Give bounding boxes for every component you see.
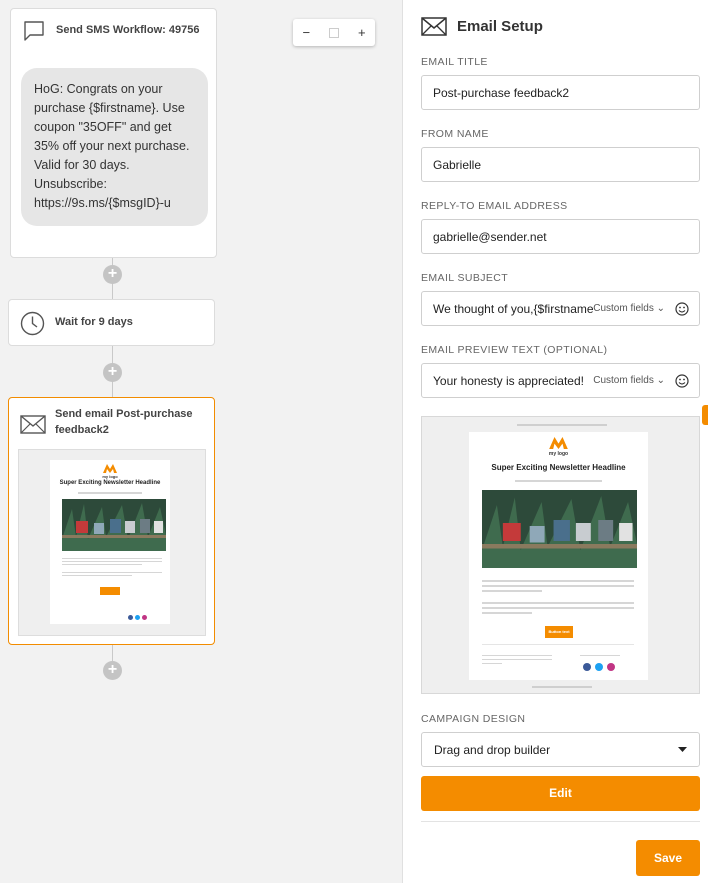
text-line — [62, 564, 142, 565]
campaign-design-value: Drag and drop builder — [434, 742, 551, 757]
twitter-icon — [595, 663, 603, 671]
subject-custom-fields-dropdown[interactable] — [593, 303, 665, 314]
logo-text: my logo — [102, 474, 118, 479]
text-line — [580, 655, 620, 656]
panel-header — [421, 17, 543, 36]
panel-edge-tab[interactable] — [702, 405, 708, 425]
instagram-icon — [607, 663, 615, 671]
subject-label: EMAIL SUBJECT — [421, 272, 509, 284]
envelope-icon — [421, 17, 447, 36]
edit-button[interactable]: Edit — [421, 776, 700, 811]
text-line — [482, 655, 552, 656]
wait-node-title: Wait for 9 days — [55, 316, 133, 328]
email-thumbnail — [18, 449, 206, 636]
text-line — [482, 602, 634, 604]
newsletter-cta-button: Button text — [545, 626, 573, 638]
email-node-title: Send email Post-purchase feedback2 — [55, 408, 193, 436]
campaign-design-select[interactable] — [421, 732, 700, 767]
email-preview[interactable] — [421, 416, 700, 694]
email-title-input[interactable] — [421, 75, 700, 110]
text-line — [515, 480, 602, 482]
text-line — [62, 575, 132, 576]
preview-text-label: EMAIL PREVIEW TEXT (OPTIONAL) — [421, 344, 608, 356]
footer-divider — [482, 644, 634, 645]
text-line — [482, 607, 634, 609]
facebook-icon — [583, 663, 591, 671]
panel-title: Email Setup — [457, 18, 543, 35]
emoji-icon[interactable] — [675, 374, 689, 388]
reply-to-input[interactable] — [421, 219, 700, 254]
instagram-icon — [142, 615, 147, 620]
newsletter-template — [469, 432, 648, 680]
text-line — [62, 561, 162, 562]
preview-custom-fields-dropdown[interactable] — [593, 375, 665, 386]
email-title-label: EMAIL TITLE — [421, 56, 488, 68]
save-button[interactable]: Save — [636, 840, 700, 876]
sms-node-title: Send SMS Workflow: 49756 — [56, 24, 200, 36]
twitter-icon — [135, 615, 140, 620]
thumbnail-template — [50, 460, 170, 624]
newsletter-headline: Super Exciting Newsletter Headline — [59, 480, 161, 486]
connector-line — [112, 645, 113, 662]
preview-text-input[interactable] — [421, 363, 700, 398]
text-line — [62, 558, 162, 559]
from-name-value: Gabrielle — [433, 157, 482, 172]
chevron-down-icon: ⌄ — [656, 303, 665, 314]
logo-icon — [103, 464, 117, 473]
newsletter-headline: Super Exciting Newsletter Headline — [491, 463, 626, 472]
facebook-icon — [128, 615, 133, 620]
clock-icon — [20, 311, 45, 336]
emoji-icon[interactable] — [675, 302, 689, 316]
custom-fields-label: Custom fields — [593, 303, 654, 314]
add-step-button[interactable]: + — [103, 363, 122, 382]
mailboxes-image — [482, 490, 637, 568]
add-step-button[interactable]: + — [103, 265, 122, 284]
logo-text: my logo — [548, 451, 569, 457]
zoom-in-button[interactable]: + — [357, 25, 366, 40]
zoom-controls — [293, 19, 375, 46]
mailboxes-image — [62, 499, 166, 551]
sms-message-bubble: HoG: Congrats on your purchase {$firstname}. Use coupon "35OFF" and get 35% off your next purchase. Valid for 30 days. Unsubscribe: https://9s.ms/{$msgID}-u — [21, 68, 208, 226]
footer-line — [532, 686, 592, 688]
thumbnail-cta — [100, 587, 120, 595]
custom-fields-label: Custom fields — [593, 375, 654, 386]
email-setup-panel — [402, 0, 708, 883]
fit-view-icon[interactable] — [329, 28, 339, 38]
divider — [421, 821, 700, 822]
add-step-button[interactable]: + — [103, 661, 122, 680]
text-line — [482, 590, 542, 592]
from-name-input[interactable] — [421, 147, 700, 182]
text-line — [482, 585, 634, 587]
reply-to-label: REPLY-TO EMAIL ADDRESS — [421, 200, 568, 212]
subject-value: We thought of you,{$firstname — [433, 301, 594, 316]
from-name-label: FROM NAME — [421, 128, 489, 140]
wait-node[interactable] — [8, 299, 215, 346]
zoom-out-button[interactable]: − — [302, 25, 311, 40]
email-node[interactable] — [8, 397, 215, 645]
text-line — [482, 659, 552, 660]
logo-icon — [549, 437, 568, 449]
reply-to-value: gabrielle@sender.net — [433, 229, 547, 244]
text-line — [78, 492, 142, 494]
text-line — [62, 572, 162, 573]
preheader-line — [517, 424, 607, 426]
text-line — [482, 612, 532, 614]
envelope-icon — [20, 415, 46, 434]
campaign-design-label: CAMPAIGN DESIGN — [421, 713, 526, 725]
chat-bubble-icon — [23, 20, 45, 42]
email-title-value: Post-purchase feedback2 — [433, 85, 570, 100]
caret-down-icon — [678, 747, 687, 752]
preview-text-value: Your honesty is appreciated! — [433, 373, 584, 388]
chevron-down-icon: ⌄ — [656, 375, 665, 386]
text-line — [482, 580, 634, 582]
subject-input[interactable] — [421, 291, 700, 326]
text-line — [482, 663, 502, 664]
sms-node[interactable] — [10, 8, 217, 258]
